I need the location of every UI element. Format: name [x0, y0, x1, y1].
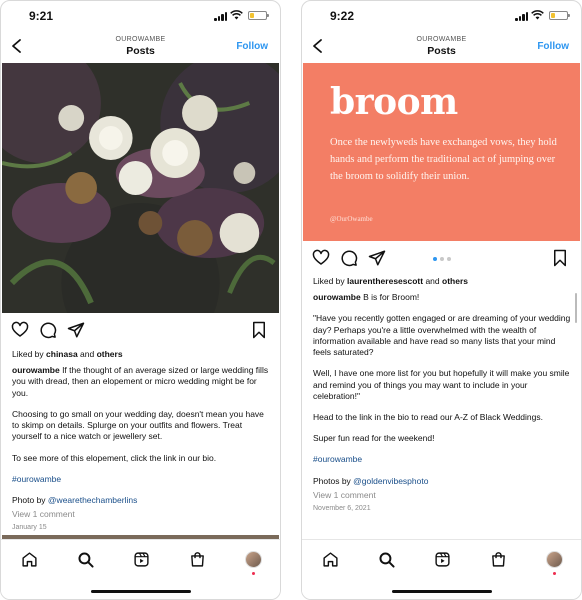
post-image-bouquet[interactable] — [2, 63, 279, 313]
photo-credit-link[interactable]: @goldenvibesphoto — [353, 475, 429, 486]
home-icon[interactable] — [21, 551, 38, 568]
likes-others[interactable]: others — [442, 276, 468, 286]
signal-icon — [515, 12, 529, 21]
bottom-tab-bar — [302, 539, 581, 599]
post-caption — [313, 276, 573, 516]
scrollbar[interactable] — [575, 293, 577, 323]
caption-paragraph: To see more of this elopement, click the link in our bio. — [12, 452, 217, 463]
battery-icon — [248, 11, 267, 20]
likes-line — [12, 349, 272, 360]
hashtag-link[interactable]: #ourowambe — [12, 473, 62, 484]
share-icon[interactable] — [368, 249, 386, 267]
page-title: Posts — [126, 45, 155, 57]
photo-credit-prefix: Photos by — [313, 475, 354, 486]
promo-quote: Once the newlyweds have exchanged vows, they hold hands and perform the traditional act of jumping over the broom to solidify their union. — [330, 137, 557, 182]
post-actions — [302, 249, 581, 269]
photo-credit-line — [12, 495, 272, 506]
home-indicator — [392, 590, 492, 594]
phone-screen-right — [301, 0, 582, 600]
caption-line: B is for Broom! — [360, 292, 420, 303]
post-header — [302, 31, 581, 61]
header-username[interactable]: OUROWAMBE — [416, 36, 467, 43]
caption-text — [12, 365, 272, 399]
search-icon[interactable] — [378, 551, 395, 568]
photo-credit-prefix: Photo by — [12, 494, 48, 505]
wifi-icon — [531, 10, 544, 20]
carousel-dots — [433, 257, 451, 261]
post-header — [1, 31, 280, 61]
bookmark-icon[interactable] — [551, 249, 569, 267]
status-bar — [1, 1, 280, 29]
shop-icon[interactable] — [490, 551, 507, 568]
signal-icon — [214, 12, 228, 21]
liked-by-user[interactable]: chinasa — [46, 349, 78, 359]
caption-paragraph: Head to the link in the bio to read our A-Z of Black Weddings. — [313, 411, 543, 422]
caption-paragraph: "Have you recently gotten engaged or are dreaming of your wedding day? Perhaps you're a little overwhelmed with the wealth of information available and have read so many lists that your mind feels saturated? — [313, 313, 571, 358]
likes-others[interactable]: others — [96, 349, 123, 359]
post-caption — [12, 349, 272, 536]
promo-headline: broom — [330, 81, 458, 123]
post-actions — [1, 321, 280, 341]
reels-icon[interactable] — [133, 551, 150, 568]
status-time: 9:21 — [29, 9, 54, 23]
comment-icon[interactable] — [39, 321, 57, 339]
photo-credit-link[interactable]: @wearethechamberlins — [47, 494, 138, 505]
phone-screen-left — [0, 0, 281, 600]
post-date: January 15 — [12, 524, 47, 532]
reels-icon[interactable] — [434, 551, 451, 568]
caption-line: If the thought of an average sized or large wedding fills you with dread, then an elopement or micro wedding might be for you. — [12, 365, 269, 398]
wifi-icon — [230, 10, 243, 20]
comment-icon[interactable] — [340, 249, 358, 267]
likes-mid: and — [423, 276, 442, 286]
shop-icon[interactable] — [189, 551, 206, 568]
likes-prefix: Liked by — [12, 349, 47, 359]
page-title: Posts — [427, 45, 456, 57]
follow-button[interactable]: Follow — [236, 41, 268, 52]
home-indicator — [91, 590, 191, 594]
share-icon[interactable] — [67, 321, 85, 339]
notification-dot — [252, 572, 255, 575]
post-date: November 6, 2021 — [313, 505, 371, 513]
view-comments-link[interactable]: View 1 comment — [313, 489, 376, 500]
status-time: 9:22 — [330, 9, 355, 23]
battery-icon — [549, 11, 568, 20]
likes-prefix: Liked by — [313, 276, 348, 286]
profile-avatar[interactable] — [546, 551, 563, 568]
photo-credit-line — [313, 476, 573, 487]
search-icon[interactable] — [77, 551, 94, 568]
likes-line — [313, 276, 573, 287]
post-image-promo[interactable] — [303, 63, 580, 241]
bookmark-icon[interactable] — [250, 321, 268, 339]
caption-author[interactable]: ourowambe — [313, 292, 361, 303]
profile-avatar[interactable] — [245, 551, 262, 568]
status-bar — [302, 1, 581, 29]
home-icon[interactable] — [322, 551, 339, 568]
liked-by-user[interactable]: laurentheresescott — [347, 276, 424, 286]
caption-paragraph: Choosing to go small on your wedding day, doesn't mean you have to skimp on details. Splurge on your outfits and flowers. Treat yourself to a nice watch or jewellery set. — [12, 408, 264, 442]
caption-paragraph: Super fun read for the weekend! — [313, 433, 435, 444]
caption-author[interactable]: ourowambe — [12, 365, 60, 376]
bottom-tab-bar — [1, 539, 280, 599]
follow-button[interactable]: Follow — [537, 41, 569, 52]
heart-icon[interactable] — [312, 249, 330, 267]
header-username[interactable]: OUROWAMBE — [115, 36, 166, 43]
notification-dot — [553, 572, 556, 575]
heart-icon[interactable] — [11, 321, 29, 339]
view-comments-link[interactable]: View 1 comment — [12, 509, 75, 520]
caption-text — [313, 292, 573, 303]
likes-mid: and — [77, 349, 97, 359]
promo-handle: @OurOwambe — [330, 215, 373, 223]
caption-paragraph: Well, I have one more list for you but hopefully it will make you smile and remind you of things you may want to include in your celebration!" — [313, 368, 570, 401]
hashtag-link[interactable]: #ourowambe — [313, 454, 363, 465]
